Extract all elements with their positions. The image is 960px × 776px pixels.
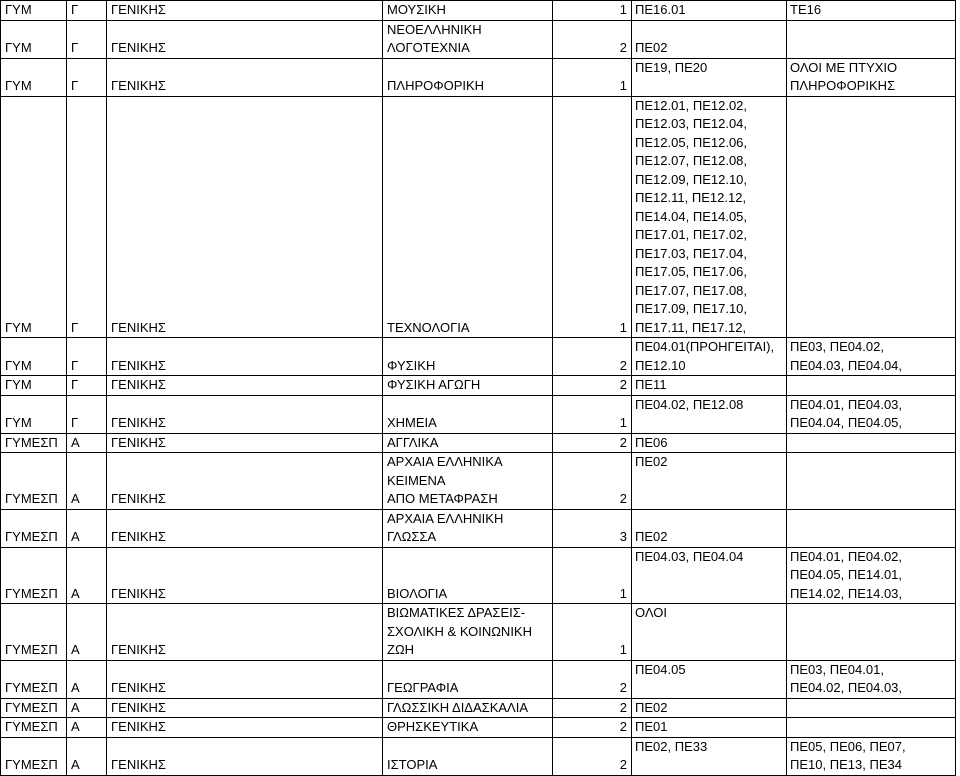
- notes-cell: [787, 509, 956, 547]
- notes-cell: ΠΕ04.01, ΠΕ04.02, ΠΕ04.05, ΠΕ14.01, ΠΕ14.02, ΠΕ14.03,: [787, 547, 956, 604]
- table-row: [1, 1, 956, 21]
- type-cell: ΓΕΝΙΚΗΣ: [107, 395, 383, 433]
- school-cell: ΓΥΜ: [1, 96, 67, 338]
- subject-cell: ΑΡΧΑΙΑ ΕΛΛΗΝΙΚΗ ΓΛΩΣΣΑ: [383, 509, 553, 547]
- specialties-cell: ΠΕ16.01: [632, 1, 787, 21]
- school-cell: ΓΥΜΕΣΠ: [1, 453, 67, 510]
- school-cell: ΓΥΜΕΣΠ: [1, 737, 67, 775]
- table-row: [1, 20, 956, 58]
- table-row: [1, 96, 956, 338]
- school-cell: ΓΥΜ: [1, 58, 67, 96]
- grade-cell: Α: [67, 453, 107, 510]
- school-cell: ΓΥΜΕΣΠ: [1, 509, 67, 547]
- notes-cell: ΠΕ03, ΠΕ04.01, ΠΕ04.02, ΠΕ04.03,: [787, 660, 956, 698]
- specialties-cell: ΠΕ04.02, ΠΕ12.08: [632, 395, 787, 433]
- notes-cell: [787, 376, 956, 396]
- hours-cell: 2: [553, 20, 632, 58]
- grade-cell: Γ: [67, 1, 107, 21]
- subject-cell: ΜΟΥΣΙΚΗ: [383, 1, 553, 21]
- school-cell: ΓΥΜΕΣΠ: [1, 433, 67, 453]
- type-cell: ΓΕΝΙΚΗΣ: [107, 604, 383, 661]
- specialties-cell: ΠΕ06: [632, 433, 787, 453]
- specialties-cell: ΟΛΟΙ: [632, 604, 787, 661]
- school-cell: ΓΥΜ: [1, 20, 67, 58]
- subject-cell: ΦΥΣΙΚΗ ΑΓΩΓΗ: [383, 376, 553, 396]
- hours-cell: 2: [553, 433, 632, 453]
- table-row: [1, 698, 956, 718]
- table-row: [1, 376, 956, 396]
- notes-cell: ΠΕ03, ΠΕ04.02, ΠΕ04.03, ΠΕ04.04,: [787, 338, 956, 376]
- notes-cell: [787, 433, 956, 453]
- subject-cell: ΦΥΣΙΚΗ: [383, 338, 553, 376]
- table-row: [1, 433, 956, 453]
- type-cell: ΓΕΝΙΚΗΣ: [107, 58, 383, 96]
- specialties-cell: ΠΕ04.03, ΠΕ04.04: [632, 547, 787, 604]
- hours-cell: 2: [553, 660, 632, 698]
- notes-cell: ΠΕ05, ΠΕ06, ΠΕ07, ΠΕ10, ΠΕ13, ΠΕ34: [787, 737, 956, 775]
- notes-cell: [787, 20, 956, 58]
- hours-cell: 3: [553, 509, 632, 547]
- hours-cell: 2: [553, 453, 632, 510]
- school-cell: ΓΥΜΕΣΠ: [1, 698, 67, 718]
- hours-cell: 1: [553, 395, 632, 433]
- subject-cell: ΠΛΗΡΟΦΟΡΙΚΗ: [383, 58, 553, 96]
- school-cell: ΓΥΜΕΣΠ: [1, 547, 67, 604]
- type-cell: ΓΕΝΙΚΗΣ: [107, 338, 383, 376]
- table-row: [1, 737, 956, 775]
- school-cell: ΓΥΜ: [1, 395, 67, 433]
- grade-cell: Α: [67, 698, 107, 718]
- table-row: [1, 338, 956, 376]
- specialties-cell: ΠΕ02: [632, 453, 787, 510]
- specialties-cell: ΠΕ01: [632, 718, 787, 738]
- grade-cell: Α: [67, 547, 107, 604]
- subject-cell: ΓΕΩΓΡΑΦΙΑ: [383, 660, 553, 698]
- subject-cell: ΤΕΧΝΟΛΟΓΙΑ: [383, 96, 553, 338]
- subject-cell: ΑΓΓΛΙΚΑ: [383, 433, 553, 453]
- table-row: [1, 453, 956, 510]
- hours-cell: 2: [553, 338, 632, 376]
- specialties-cell: ΠΕ19, ΠΕ20: [632, 58, 787, 96]
- notes-cell: [787, 718, 956, 738]
- hours-cell: 1: [553, 604, 632, 661]
- table-row: [1, 660, 956, 698]
- specialties-cell: ΠΕ12.01, ΠΕ12.02, ΠΕ12.03, ΠΕ12.04, ΠΕ12.05, ΠΕ12.06, ΠΕ12.07, ΠΕ12.08, ΠΕ12.09, ΠΕ12.10, ΠΕ12.11, ΠΕ12.12, ΠΕ14.04, ΠΕ14.05, ΠΕ17.01, ΠΕ17.02, ΠΕ17.03, ΠΕ17.04, ΠΕ17.05, ΠΕ17.06, ΠΕ17.07, ΠΕ17.08, ΠΕ17.09, ΠΕ17.10, ΠΕ17.11, ΠΕ17.12,: [632, 96, 787, 338]
- table-row: [1, 395, 956, 433]
- type-cell: ΓΕΝΙΚΗΣ: [107, 433, 383, 453]
- hours-cell: 1: [553, 1, 632, 21]
- grade-cell: Γ: [67, 376, 107, 396]
- grade-cell: Α: [67, 718, 107, 738]
- hours-cell: 2: [553, 718, 632, 738]
- subject-cell: ΑΡΧΑΙΑ ΕΛΛΗΝΙΚΑ ΚΕΙΜΕΝΑ ΑΠΟ ΜΕΤΑΦΡΑΣΗ: [383, 453, 553, 510]
- grade-cell: Α: [67, 604, 107, 661]
- notes-cell: [787, 96, 956, 338]
- notes-cell: ΤΕ16: [787, 1, 956, 21]
- hours-cell: 1: [553, 58, 632, 96]
- table-row: [1, 718, 956, 738]
- grade-cell: Γ: [67, 395, 107, 433]
- table-row: [1, 547, 956, 604]
- school-cell: ΓΥΜ: [1, 1, 67, 21]
- subject-cell: ΧΗΜΕΙΑ: [383, 395, 553, 433]
- subject-cell: ΝΕΟΕΛΛΗΝΙΚΗ ΛΟΓΟΤΕΧΝΙΑ: [383, 20, 553, 58]
- subject-cell: ΓΛΩΣΣΙΚΗ ΔΙΔΑΣΚΑΛΙΑ: [383, 698, 553, 718]
- school-cell: ΓΥΜΕΣΠ: [1, 604, 67, 661]
- type-cell: ΓΕΝΙΚΗΣ: [107, 96, 383, 338]
- hours-cell: 2: [553, 376, 632, 396]
- grade-cell: Γ: [67, 58, 107, 96]
- notes-cell: [787, 698, 956, 718]
- type-cell: ΓΕΝΙΚΗΣ: [107, 698, 383, 718]
- specialties-cell: ΠΕ02: [632, 509, 787, 547]
- notes-cell: ΟΛΟΙ ΜΕ ΠΤΥΧΙΟ ΠΛΗΡΟΦΟΡΙΚΗΣ: [787, 58, 956, 96]
- table-row: [1, 58, 956, 96]
- specialties-cell: ΠΕ02: [632, 20, 787, 58]
- type-cell: ΓΕΝΙΚΗΣ: [107, 20, 383, 58]
- notes-cell: ΠΕ04.01, ΠΕ04.03, ΠΕ04.04, ΠΕ04.05,: [787, 395, 956, 433]
- type-cell: ΓΕΝΙΚΗΣ: [107, 737, 383, 775]
- hours-cell: 2: [553, 737, 632, 775]
- type-cell: ΓΕΝΙΚΗΣ: [107, 1, 383, 21]
- school-cell: ΓΥΜΕΣΠ: [1, 718, 67, 738]
- specialties-cell: ΠΕ02: [632, 698, 787, 718]
- hours-cell: 1: [553, 547, 632, 604]
- specialties-cell: ΠΕ11: [632, 376, 787, 396]
- hours-cell: 2: [553, 698, 632, 718]
- type-cell: ΓΕΝΙΚΗΣ: [107, 509, 383, 547]
- type-cell: ΓΕΝΙΚΗΣ: [107, 660, 383, 698]
- grade-cell: Α: [67, 509, 107, 547]
- notes-cell: [787, 453, 956, 510]
- type-cell: ΓΕΝΙΚΗΣ: [107, 718, 383, 738]
- grade-cell: Γ: [67, 96, 107, 338]
- grade-cell: Α: [67, 737, 107, 775]
- grade-cell: Α: [67, 660, 107, 698]
- school-cell: ΓΥΜ: [1, 376, 67, 396]
- subject-cell: ΘΡΗΣΚΕΥΤΙΚΑ: [383, 718, 553, 738]
- subject-cell: ΒΙΟΛΟΓΙΑ: [383, 547, 553, 604]
- grade-cell: Α: [67, 433, 107, 453]
- type-cell: ΓΕΝΙΚΗΣ: [107, 453, 383, 510]
- hours-cell: 1: [553, 96, 632, 338]
- type-cell: ΓΕΝΙΚΗΣ: [107, 547, 383, 604]
- notes-cell: [787, 604, 956, 661]
- table-row: [1, 509, 956, 547]
- specialties-cell: ΠΕ04.01(ΠΡΟΗΓΕΙΤΑΙ), ΠΕ12.10: [632, 338, 787, 376]
- specialties-cell: ΠΕ02, ΠΕ33: [632, 737, 787, 775]
- type-cell: ΓΕΝΙΚΗΣ: [107, 376, 383, 396]
- school-cell: ΓΥΜ: [1, 338, 67, 376]
- grade-cell: Γ: [67, 20, 107, 58]
- subject-cell: ΒΙΩΜΑΤΙΚΕΣ ΔΡΑΣΕΙΣ- ΣΧΟΛΙΚΗ & ΚΟΙΝΩΝΙΚΗ ΖΩΗ: [383, 604, 553, 661]
- grade-cell: Γ: [67, 338, 107, 376]
- table-row: [1, 604, 956, 661]
- school-cell: ΓΥΜΕΣΠ: [1, 660, 67, 698]
- specialties-cell: ΠΕ04.05: [632, 660, 787, 698]
- subject-cell: ΙΣΤΟΡΙΑ: [383, 737, 553, 775]
